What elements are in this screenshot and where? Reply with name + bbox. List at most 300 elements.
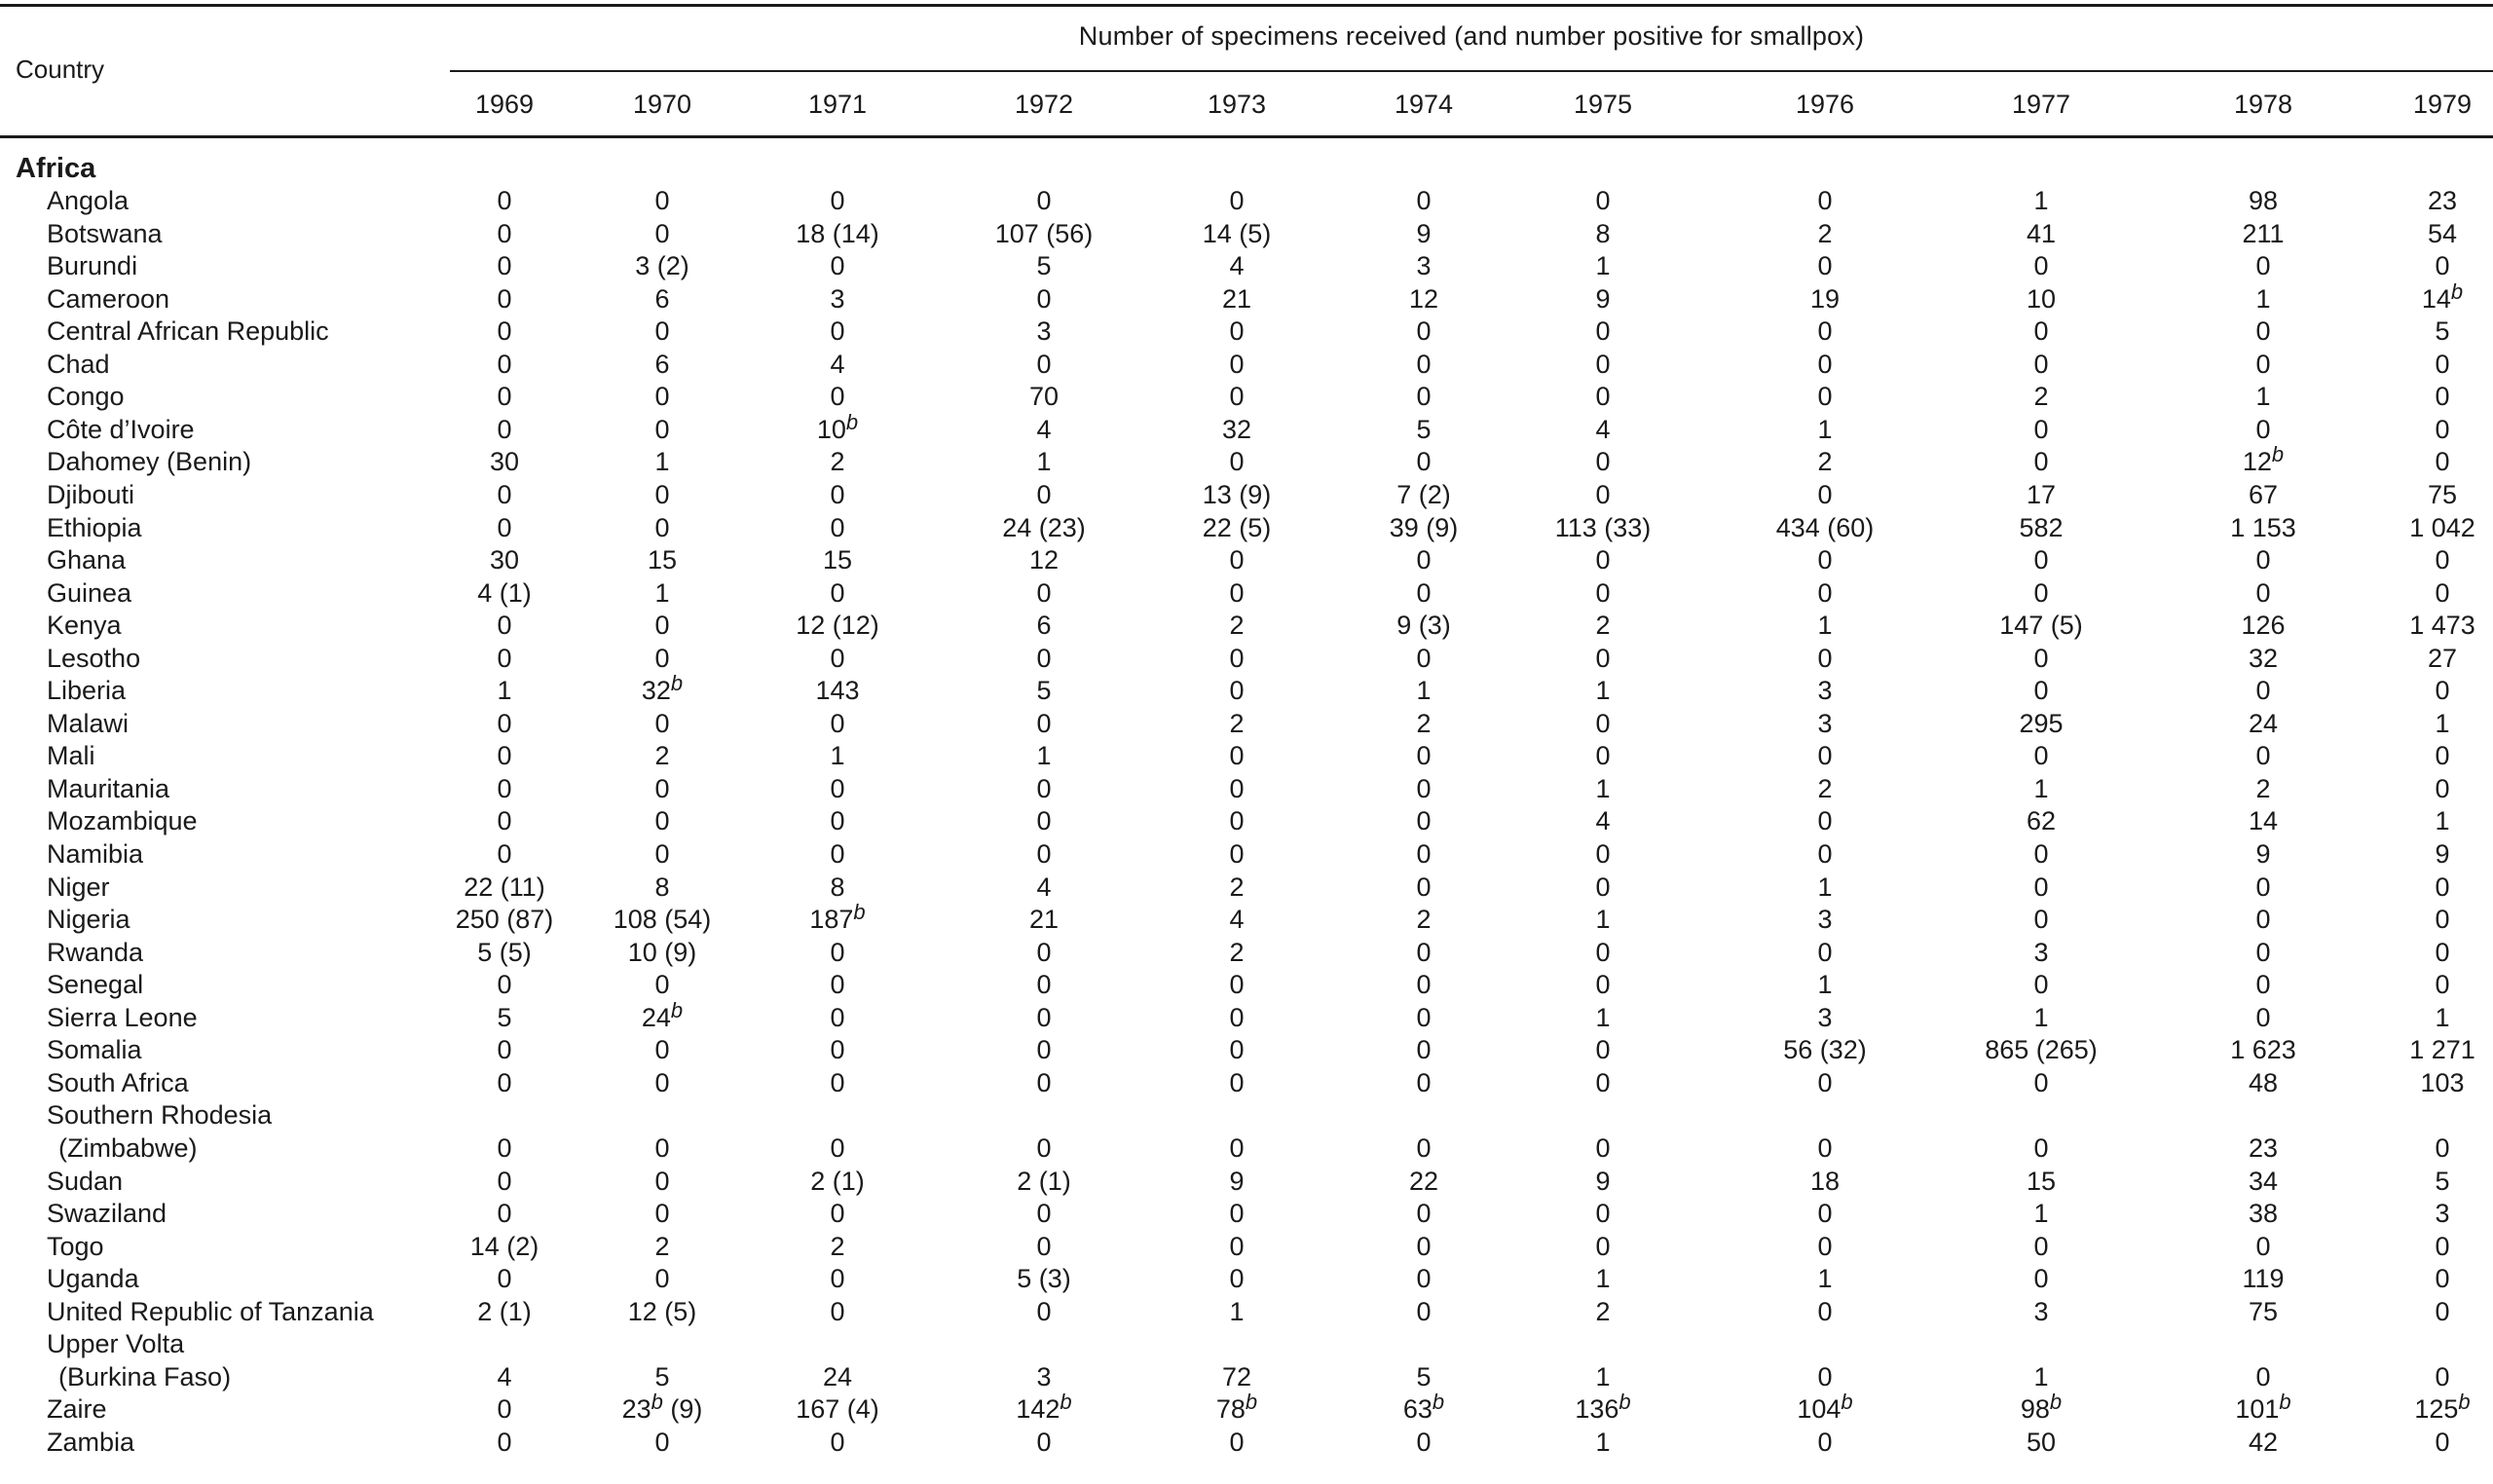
table-cell: 0: [2435, 251, 2450, 281]
table-cell: 4: [1595, 806, 1611, 836]
country-name: Guinea: [47, 577, 132, 608]
table-cell: 12 (12): [796, 611, 879, 641]
table-cell: 0: [497, 970, 512, 1000]
table-cell: 0: [654, 1264, 670, 1294]
table-cell: 1: [830, 741, 845, 771]
table-cell: 0: [1036, 1296, 1052, 1326]
table-cell: 0: [1036, 1231, 1052, 1261]
table-cell: 0: [497, 512, 512, 542]
table-cell: 0: [2435, 382, 2450, 412]
table-cell: 0: [497, 643, 512, 673]
country-name: South Africa: [47, 1067, 189, 1097]
table-cell: 0: [654, 1132, 670, 1163]
table-cell: 0: [1817, 643, 1833, 673]
table-row: [0, 1100, 2493, 1133]
table-cell: 0: [2435, 1361, 2450, 1391]
table-cell: 0: [1817, 806, 1833, 836]
table-cell: 0: [497, 1067, 512, 1097]
table-cell: 8: [1595, 218, 1611, 248]
table-cell: 0: [2435, 447, 2450, 477]
table-cell: 24 (23): [1002, 512, 1086, 542]
table-cell: 107 (56): [994, 218, 1094, 248]
table-cell: 143: [815, 676, 860, 706]
year-header: 1971: [807, 90, 868, 119]
table-row: [0, 806, 2493, 839]
table-cell: 2: [1416, 905, 1432, 935]
table-cell: 6: [654, 349, 670, 379]
table-cell: 0: [1229, 773, 1245, 803]
table-row: [0, 1264, 2493, 1297]
table-cell: 0: [1416, 1067, 1432, 1097]
table-cell: 0: [1817, 545, 1833, 575]
table-cell: 0: [2255, 676, 2271, 706]
table-cell: 0: [1036, 708, 1052, 738]
table-row: [0, 970, 2493, 1003]
table-cell: 0: [1416, 1231, 1432, 1261]
table-cell: 9: [2255, 839, 2271, 869]
table-cell: 0: [497, 806, 512, 836]
table-cell: 4: [1595, 414, 1611, 444]
table-row: [0, 480, 2493, 513]
table-cell: 0: [1817, 479, 1833, 509]
country-name: Liberia: [47, 676, 127, 706]
table-cell: 0: [654, 643, 670, 673]
table-cell: 0: [2435, 970, 2450, 1000]
table-cell: 0: [1229, 349, 1245, 379]
country-name: Kenya: [47, 611, 122, 641]
table-cell: 0: [1229, 447, 1245, 477]
table-cell: 0: [654, 316, 670, 347]
table-cell: 23: [2427, 186, 2458, 215]
table-cell: 0: [2033, 676, 2049, 706]
table-cell: 2: [1817, 218, 1833, 248]
table-row: [0, 709, 2493, 742]
table-cell: 0: [1416, 806, 1432, 836]
table-cell: 42: [2248, 1427, 2279, 1457]
table-cell: 12$^b$: [2242, 442, 2285, 477]
table-cell: 0: [1036, 283, 1052, 314]
table-cell: 17: [2026, 479, 2057, 509]
spanner-header: Number of specimens received (and number positive for smallpox): [1078, 21, 1865, 51]
table-cell: 0: [2435, 1264, 2450, 1294]
country-name: Zambia: [47, 1427, 135, 1457]
table-cell: 1: [2435, 806, 2450, 836]
table-cell: 23: [2248, 1132, 2279, 1163]
table-cell: 0: [1229, 1067, 1245, 1097]
table-cell: 18 (14): [796, 218, 879, 248]
country-name: Uganda: [47, 1264, 139, 1294]
table-cell: 0: [2255, 545, 2271, 575]
table-cell: 0: [830, 806, 845, 836]
table-cell: 1: [1817, 872, 1833, 902]
table-cell: 0: [497, 349, 512, 379]
table-cell: 72: [1221, 1361, 1252, 1391]
table-cell: 0: [1595, 708, 1611, 738]
table-cell: 0: [2033, 643, 2049, 673]
year-header: 1973: [1207, 90, 1267, 119]
table-cell: 1: [1595, 1002, 1611, 1032]
table-cell: 0: [830, 316, 845, 347]
table-cell: 0: [1036, 1002, 1052, 1032]
table-cell: 0: [1036, 1132, 1052, 1163]
table-cell: 32: [2248, 643, 2279, 673]
table-cell: 0: [1229, 1035, 1245, 1065]
table-cell: 0: [1229, 643, 1245, 673]
table-cell: 865 (265): [1985, 1035, 2098, 1065]
country-name: Mozambique: [47, 806, 198, 836]
table-cell: 0: [497, 283, 512, 314]
table-cell: 24: [2248, 708, 2279, 738]
table-cell: 56 (32): [1783, 1035, 1867, 1065]
table-cell: 1: [1595, 773, 1611, 803]
table-cell: 0: [1036, 839, 1052, 869]
table-cell: 30: [489, 545, 520, 575]
table-cell: 211: [2242, 218, 2285, 248]
table-cell: 0: [1595, 839, 1611, 869]
country-name: Somalia: [47, 1035, 142, 1065]
table-cell: 1: [1036, 741, 1052, 771]
table-cell: 0: [1416, 316, 1432, 347]
table-row: [0, 186, 2493, 219]
table-cell: 0: [2255, 1361, 2271, 1391]
table-cell: 5: [2435, 1166, 2450, 1196]
table-cell: 0: [1595, 479, 1611, 509]
table-cell: 0: [654, 970, 670, 1000]
footnote-marker: b: [2450, 278, 2464, 304]
table-cell: 1: [1416, 676, 1432, 706]
table-cell: 9 (3): [1396, 611, 1451, 641]
table-cell: 0: [1595, 1035, 1611, 1065]
footnote-marker: b: [1841, 1390, 1853, 1415]
table-cell: 0: [2033, 970, 2049, 1000]
table-cell: 5: [1036, 676, 1052, 706]
table-cell: 12: [1028, 545, 1060, 575]
table-cell: 2: [1229, 937, 1245, 967]
table-cell: 0: [1595, 970, 1611, 1000]
table-cell: 15: [2026, 1166, 2057, 1196]
table-cell: 0: [654, 1199, 670, 1229]
table-cell: 0: [654, 382, 670, 412]
country-name: Namibia: [47, 839, 144, 869]
table-row: [0, 578, 2493, 612]
year-header: 1976: [1795, 90, 1855, 119]
table-cell: 0: [1036, 1199, 1052, 1229]
table-row: [0, 219, 2493, 252]
table-cell: 0: [2435, 773, 2450, 803]
table-row: [0, 409, 2493, 448]
footnote-marker: b: [853, 900, 866, 925]
table-cell: 0: [830, 1132, 845, 1163]
table-cell: 1: [654, 447, 670, 477]
table-cell: 147 (5): [1999, 611, 2083, 641]
country-name: Chad: [47, 349, 110, 379]
table-cell: 21: [1221, 283, 1252, 314]
table-cell: 0: [2255, 577, 2271, 608]
table-cell: 0: [654, 479, 670, 509]
table-cell: 3: [1817, 905, 1833, 935]
table-cell: 0: [1817, 1427, 1833, 1457]
table-cell: 2: [830, 1231, 845, 1261]
table-cell: 1: [497, 676, 512, 706]
table-cell: 1 623: [2230, 1035, 2296, 1065]
table-cell: 3: [1036, 316, 1052, 347]
table-cell: 0: [2435, 872, 2450, 902]
footnote-marker: b: [2279, 1390, 2291, 1415]
table-cell: 104$^b$: [1797, 1390, 1853, 1425]
table-cell: 0: [497, 382, 512, 412]
table-cell: 0: [1595, 1067, 1611, 1097]
table-cell: 0: [654, 414, 670, 444]
table-cell: 0: [1416, 741, 1432, 771]
table-cell: 63$^b$: [1402, 1390, 1445, 1425]
country-name: Mali: [47, 741, 95, 771]
table-cell: 0: [2255, 349, 2271, 379]
table-cell: 4: [1229, 251, 1245, 281]
table-cell: 1: [2435, 1002, 2450, 1032]
table-cell: 1: [2033, 773, 2049, 803]
table-cell: 22 (5): [1202, 512, 1272, 542]
table-cell: 0: [654, 1427, 670, 1457]
table-cell: 0: [1229, 1132, 1245, 1163]
table-cell: 0: [2255, 1231, 2271, 1261]
table-cell: 0: [2255, 970, 2271, 1000]
table-row: [0, 839, 2493, 872]
table-cell: 103: [2420, 1067, 2465, 1097]
table-cell: 0: [654, 186, 670, 215]
table-cell: 0: [1817, 1067, 1833, 1097]
table-cell: 0: [2255, 316, 2271, 347]
table-cell: 1: [1036, 447, 1052, 477]
country-name: Swaziland: [47, 1199, 167, 1229]
table-cell: 1: [654, 577, 670, 608]
table-cell: 0: [830, 937, 845, 967]
table-cell: 0: [654, 708, 670, 738]
table-cell: 0: [1416, 447, 1432, 477]
table-cell: 0: [1416, 872, 1432, 902]
table-cell: 0: [2435, 937, 2450, 967]
table-cell: 34: [2248, 1166, 2279, 1196]
table-cell: 0: [497, 1394, 512, 1425]
table-cell: 0: [1416, 937, 1432, 967]
table-cell: 0: [1229, 1427, 1245, 1457]
table-cell: 0: [1036, 577, 1052, 608]
table-cell: 5: [1036, 251, 1052, 281]
table-cell: 126: [2241, 611, 2286, 641]
table-cell: 0: [1416, 773, 1432, 803]
table-cell: 434 (60): [1775, 512, 1875, 542]
table-cell: 0: [830, 1199, 845, 1229]
table-cell: 0: [497, 316, 512, 347]
table-row: [0, 1133, 2493, 1167]
table-row: [0, 1035, 2493, 1068]
table-cell: 3: [1416, 251, 1432, 281]
table-cell: 2: [1229, 872, 1245, 902]
year-header: 1979: [2412, 90, 2473, 119]
table-cell: 0: [497, 1427, 512, 1457]
table-cell: 0: [1595, 937, 1611, 967]
footnote-marker: b: [1245, 1390, 1258, 1415]
table-cell: 2: [1416, 708, 1432, 738]
table-cell: 0: [2255, 251, 2271, 281]
footnote-marker: b: [670, 997, 684, 1022]
table-cell: 187$^b$: [809, 900, 866, 935]
table-cell: 5: [1416, 414, 1432, 444]
table-cell: 0: [830, 708, 845, 738]
table-row: [0, 900, 2493, 938]
table-cell: 50: [2026, 1427, 2057, 1457]
table-cell: 0: [2033, 447, 2049, 477]
table-cell: 0: [654, 611, 670, 641]
country-name: United Republic of Tanzania: [47, 1296, 374, 1326]
table-cell: 9: [1416, 218, 1432, 248]
country-name: Lesotho: [47, 643, 141, 673]
table-cell: 1: [1817, 970, 1833, 1000]
table-cell: 0: [1229, 186, 1245, 215]
country-name: Malawi: [47, 708, 130, 738]
table-cell: 23$^b$ (9): [621, 1390, 703, 1425]
table-cell: 1: [2033, 1002, 2049, 1032]
table-cell: 9: [1595, 1166, 1611, 1196]
footnote-marker: b: [2271, 442, 2285, 467]
country-name: Dahomey (Benin): [47, 447, 252, 477]
table-cell: 0: [1416, 643, 1432, 673]
table-cell: 119: [2242, 1264, 2285, 1294]
table-cell: 0: [1817, 741, 1833, 771]
table-cell: 2: [1229, 708, 1245, 738]
table-cell: 0: [1595, 741, 1611, 771]
table-cell: 2: [830, 447, 845, 477]
table-cell: 0: [2033, 414, 2049, 444]
table-cell: 0: [497, 773, 512, 803]
table-cell: 0: [1036, 1035, 1052, 1065]
table-cell: 3: [830, 283, 845, 314]
table-cell: 0: [1817, 1231, 1833, 1261]
table-cell: 24: [822, 1361, 853, 1391]
table-cell: 75: [2248, 1296, 2279, 1326]
table-cell: 98: [2248, 186, 2279, 215]
table-cell: 0: [830, 970, 845, 1000]
table-cell: 12 (5): [627, 1296, 697, 1326]
spanner-rule: [450, 70, 2493, 72]
table-cell: 0: [497, 251, 512, 281]
table-cell: 0: [1595, 1199, 1611, 1229]
table-cell: 62: [2026, 806, 2057, 836]
table-cell: 0: [1036, 773, 1052, 803]
table-cell: 5: [654, 1361, 670, 1391]
footnote-marker: b: [1060, 1390, 1072, 1415]
table-cell: 0: [1595, 1231, 1611, 1261]
country-name: Congo: [47, 382, 125, 412]
table-cell: 2 (1): [810, 1166, 865, 1196]
table-cell: 0: [1229, 577, 1245, 608]
table-cell: 0: [654, 773, 670, 803]
table-cell: 142$^b$: [1016, 1390, 1072, 1425]
table-cell: 0: [1817, 186, 1833, 215]
table-cell: 0: [830, 1427, 845, 1457]
table-cell: 54: [2427, 218, 2458, 248]
table-cell: 0: [1595, 577, 1611, 608]
table-cell: 125$^b$: [2414, 1390, 2471, 1425]
table-cell: 3: [2033, 1296, 2049, 1326]
table-cell: 0: [830, 839, 845, 869]
footnote-marker: b: [1432, 1390, 1445, 1415]
country-name: Central African Republic: [47, 316, 329, 347]
table-cell: 250 (87): [455, 905, 554, 935]
table-cell: 0: [1229, 1002, 1245, 1032]
table-cell: 0: [2033, 316, 2049, 347]
country-name: Rwanda: [47, 937, 144, 967]
table-row: [0, 251, 2493, 284]
table-cell: 2 (1): [477, 1296, 532, 1326]
table-cell: 1: [1595, 1427, 1611, 1457]
table-cell: 0: [1817, 382, 1833, 412]
table-cell: 14 (2): [469, 1231, 540, 1261]
table-row: [0, 1329, 2493, 1362]
table-cell: 0: [1416, 1132, 1432, 1163]
country-name: (Burkina Faso): [58, 1361, 232, 1391]
table-cell: 1 271: [2409, 1035, 2475, 1065]
table-cell: 12: [1408, 283, 1439, 314]
table-cell: 3: [1817, 676, 1833, 706]
table-cell: 0: [2033, 905, 2049, 935]
table-cell: 0: [1817, 839, 1833, 869]
table-cell: 0: [1416, 970, 1432, 1000]
country-name: Côte d’Ivoire: [47, 414, 195, 444]
table-cell: 4: [1229, 905, 1245, 935]
country-name: Niger: [47, 872, 110, 902]
table-row: [0, 611, 2493, 644]
table-cell: 3 (2): [635, 251, 689, 281]
country-name: Cameroon: [47, 283, 170, 314]
table-cell: 2: [1817, 447, 1833, 477]
table-cell: 0: [1229, 970, 1245, 1000]
table-cell: 4 (1): [477, 577, 532, 608]
year-header: 1969: [474, 90, 535, 119]
table-row: [0, 1199, 2493, 1232]
table-row: [0, 1232, 2493, 1265]
table-cell: 0: [2033, 839, 2049, 869]
table-cell: 0: [497, 611, 512, 641]
table-cell: 5 (5): [477, 937, 532, 967]
table-row: [0, 1297, 2493, 1330]
table-cell: 0: [830, 186, 845, 215]
table-row: [0, 671, 2493, 709]
country-name: Botswana: [47, 218, 163, 248]
table-cell: 0: [2033, 1231, 2049, 1261]
table-cell: 1: [1595, 676, 1611, 706]
table-cell: 7 (2): [1396, 479, 1451, 509]
table-cell: 0: [497, 218, 512, 248]
table-cell: 32: [1221, 414, 1252, 444]
table-cell: 0: [2033, 1132, 2049, 1163]
country-name: Sudan: [47, 1166, 124, 1196]
table-cell: 6: [1036, 611, 1052, 641]
table-cell: 0: [1229, 545, 1245, 575]
table-cell: 0: [1817, 349, 1833, 379]
table-cell: 0: [1817, 1296, 1833, 1326]
table-cell: 0: [830, 1067, 845, 1097]
table-cell: 2: [1229, 611, 1245, 641]
table-cell: 0: [497, 1132, 512, 1163]
country-name: (Zimbabwe): [58, 1132, 198, 1163]
table-cell: 0: [1229, 806, 1245, 836]
table-cell: 0: [2435, 414, 2450, 444]
table-cell: 4: [497, 1361, 512, 1391]
table-cell: 0: [830, 643, 845, 673]
country-name: Southern Rhodesia: [47, 1100, 273, 1131]
table-cell: 1: [1595, 1361, 1611, 1391]
table-cell: 3: [1817, 708, 1833, 738]
